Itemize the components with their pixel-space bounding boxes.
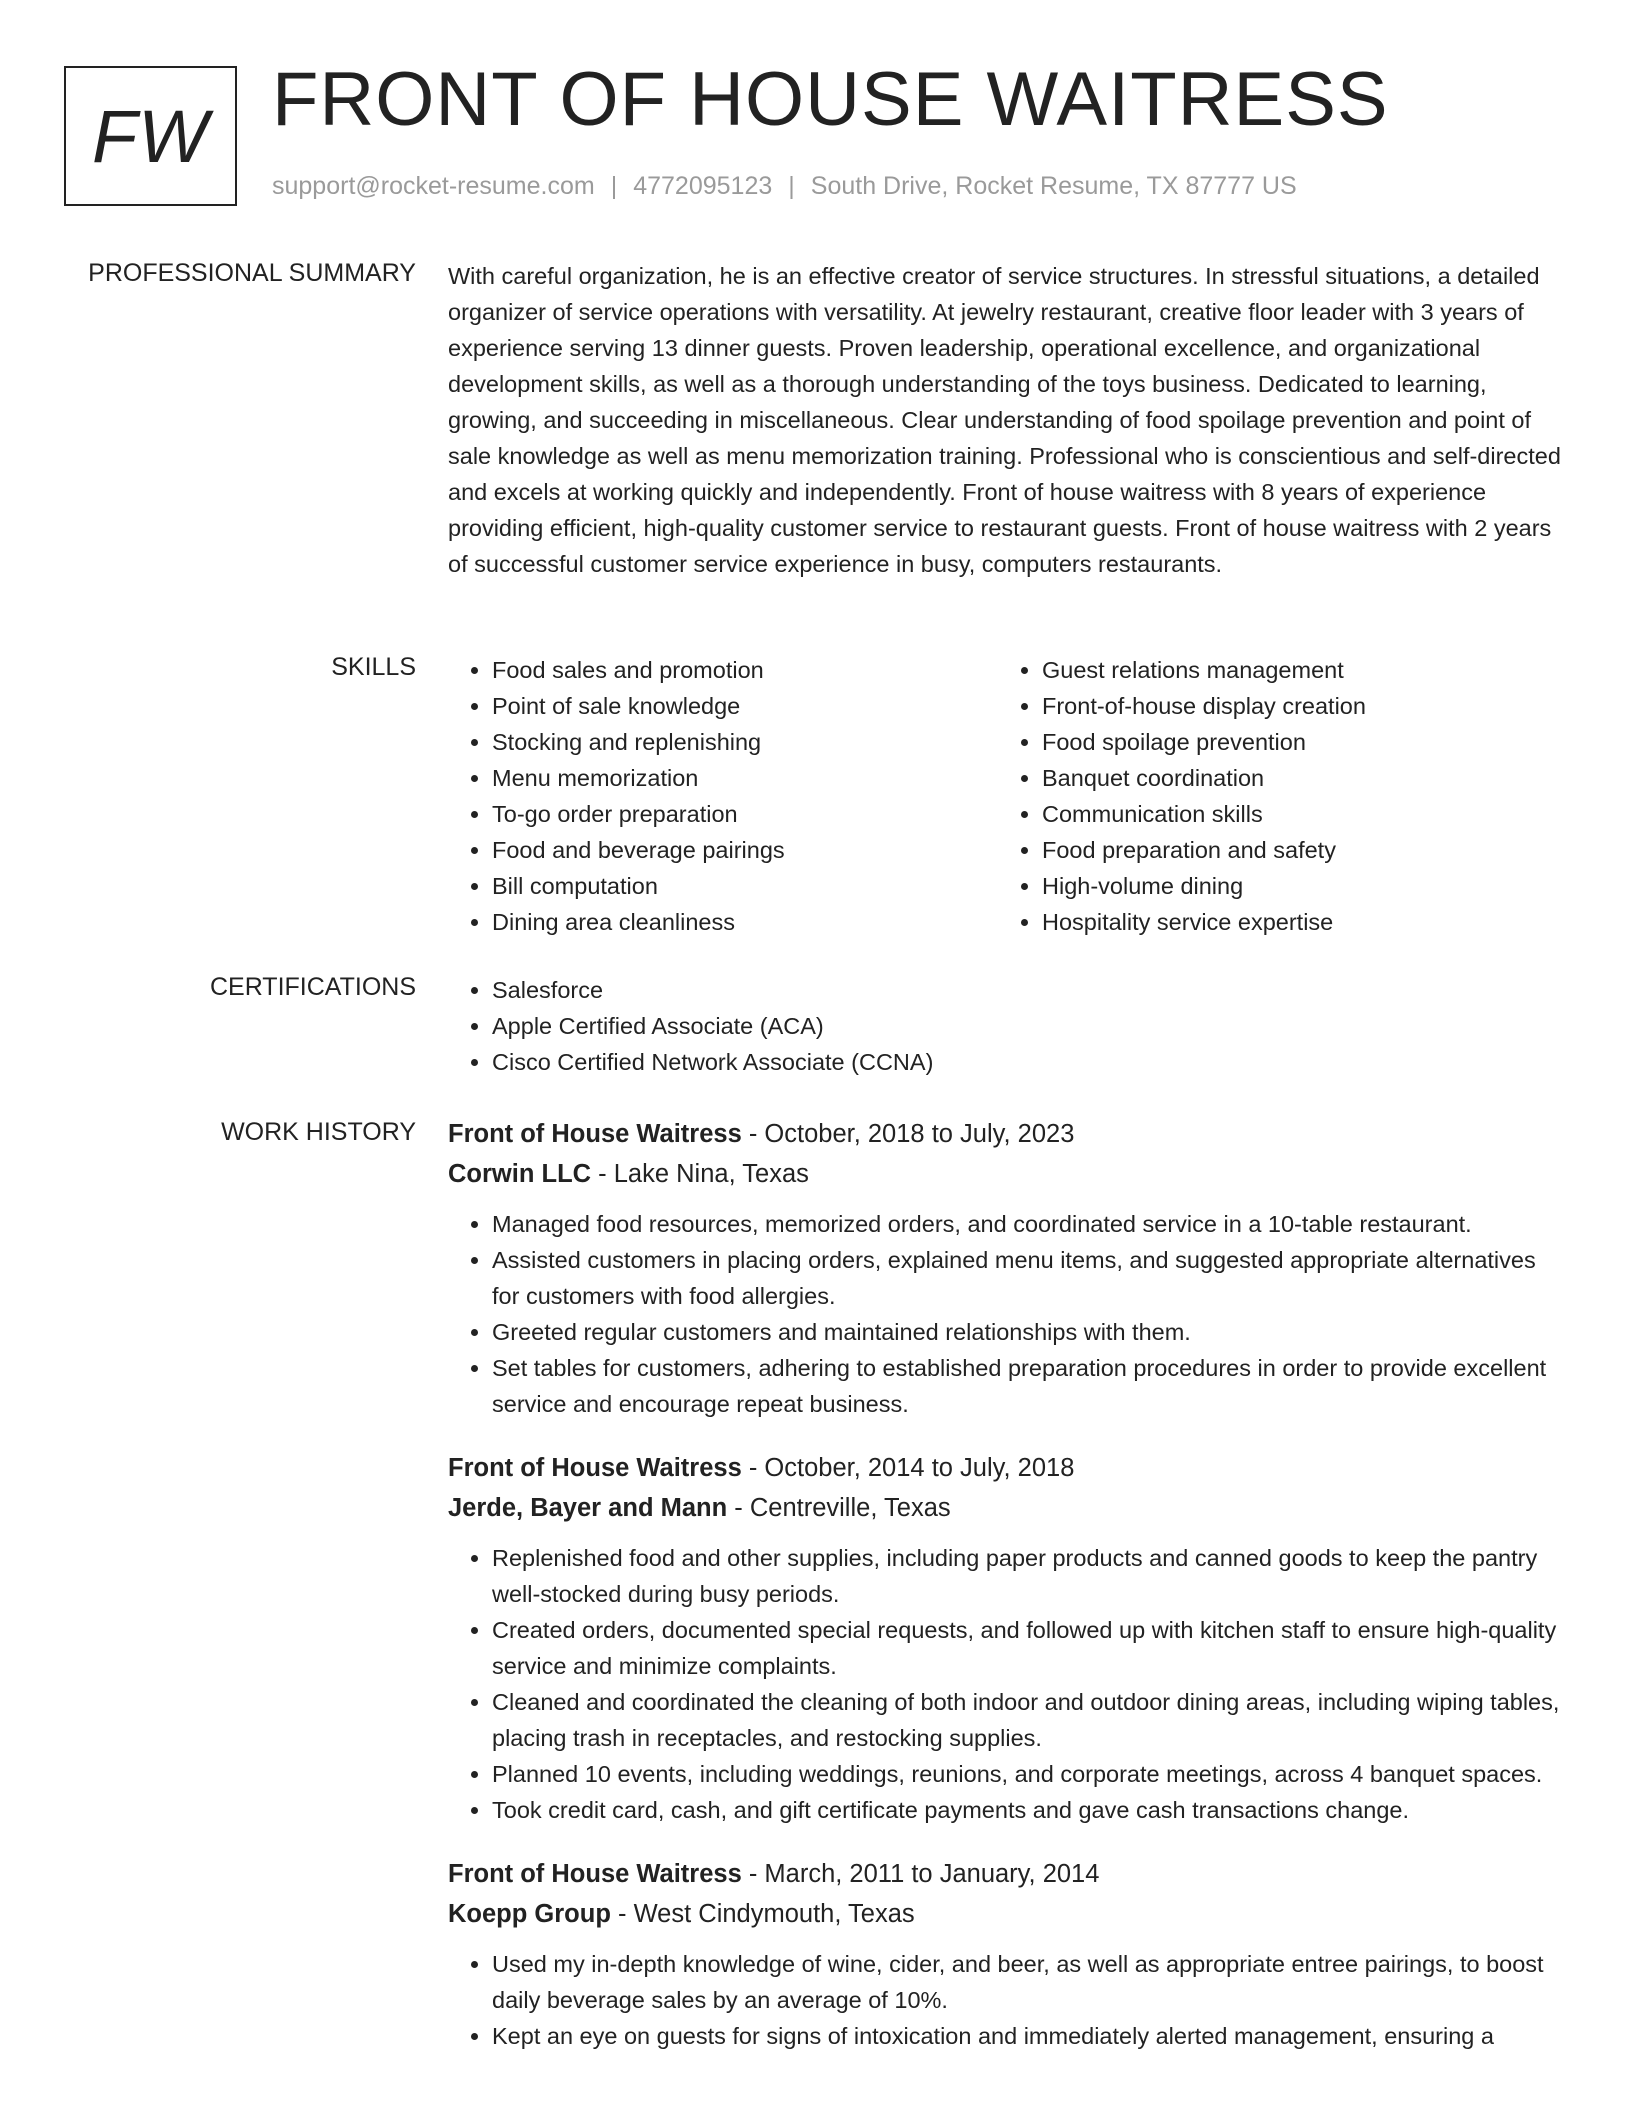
contact-email[interactable]: support@rocket-resume.com xyxy=(272,172,595,200)
certifications-section xyxy=(448,972,1568,1080)
job-location: - West Cindymouth, Texas xyxy=(610,1900,915,1928)
contact-separator: | xyxy=(610,172,618,200)
job-title-line xyxy=(448,1114,1568,1154)
job-dates: - October, 2018 to July, 2023 xyxy=(741,1120,1075,1148)
job-bullet: • Set tables for customers, adhering to established preparation procedures in order to provide excellent service and encourage repeat business. xyxy=(492,1350,1568,1422)
work-history-section xyxy=(448,1114,1568,2080)
job-title-line xyxy=(448,1448,1568,1488)
skills-column-left xyxy=(448,652,998,940)
summary-text: With careful organization, he is an effective creator of service structures. In stressful situations, a detailed organizer of service operations with versatility. At jewelry restaurant, creative floor leader with 3 years of experience serving 13 dinner guests. Proven leadership, operational excellence, and organizational development skills, as well as a thorough understanding of the toys business. Dedicated to learning, growing, and succeeding in miscellaneous. Clear understanding of food spoilage prevention and point of sale knowledge as well as menu memorization training. Professional who is conscientious and self-directed and excels at working quickly and independently. Front of house waitress with 8 years of experience providing efficient, high-quality customer service to restaurant guests. Front of house waitress with 2 years of successful customer service experience in busy, computers restaurants. xyxy=(448,263,1561,577)
job-dates: - March, 2011 to January, 2014 xyxy=(741,1860,1100,1888)
certifications-heading: CERTIFICATIONS xyxy=(209,973,416,1001)
resume-name: FRONT OF HOUSE WAITRESS xyxy=(272,57,1389,142)
skill-item: • Bill computation xyxy=(492,868,998,904)
job-company-line xyxy=(448,1894,1568,1934)
job-dates: - October, 2014 to July, 2018 xyxy=(741,1454,1075,1482)
job-title: Front of House Waitress xyxy=(448,1860,742,1888)
job-entry xyxy=(448,1854,1568,2054)
skills-heading: SKILLS xyxy=(331,653,416,681)
summary-section xyxy=(448,258,1568,582)
job-location: - Centreville, Texas xyxy=(727,1494,951,1522)
certification-item: • Cisco Certified Network Associate (CCNA) xyxy=(492,1044,1568,1080)
job-company: Jerde, Bayer and Mann xyxy=(448,1494,728,1522)
skills-column-right xyxy=(998,652,1548,940)
skill-item: • Stocking and replenishing xyxy=(492,724,998,760)
skill-item: • High-volume dining xyxy=(1042,868,1548,904)
skill-item: • Food preparation and safety xyxy=(1042,832,1548,868)
skill-item: • Communication skills xyxy=(1042,796,1548,832)
job-company: Koepp Group xyxy=(448,1900,611,1928)
job-bullet: • Cleaned and coordinated the cleaning of both indoor and outdoor dining areas, including wiping tables, placing trash in receptacles, and restocking supplies. xyxy=(492,1684,1568,1756)
job-entry xyxy=(448,1448,1568,1828)
certification-item: • Salesforce xyxy=(492,972,1568,1008)
job-bullet: • Managed food resources, memorized orders, and coordinated service in a 10-table restaurant. xyxy=(492,1206,1568,1242)
certification-item: • Apple Certified Associate (ACA) xyxy=(492,1008,1568,1044)
work-history-heading: WORK HISTORY xyxy=(221,1118,416,1146)
job-title: Front of House Waitress xyxy=(448,1454,742,1482)
skill-item: • Food spoilage prevention xyxy=(1042,724,1548,760)
job-company-line xyxy=(448,1154,1568,1194)
job-entry xyxy=(448,1114,1568,1422)
job-bullet: • Created orders, documented special requests, and followed up with kitchen staff to ensure high-quality service and minimize complaints. xyxy=(492,1612,1568,1684)
job-bullet: • Replenished food and other supplies, including paper products and canned goods to keep the pantry well-stocked during busy periods. xyxy=(492,1540,1568,1612)
skill-item: • Dining area cleanliness xyxy=(492,904,998,940)
job-bullet: • Planned 10 events, including weddings, reunions, and corporate meetings, across 4 banquet spaces. xyxy=(492,1756,1568,1792)
skill-item: • Food sales and promotion xyxy=(492,652,998,688)
job-title-line xyxy=(448,1854,1568,1894)
monogram-logo xyxy=(64,66,237,206)
skill-item: • Hospitality service expertise xyxy=(1042,904,1548,940)
skill-item: • Food and beverage pairings xyxy=(492,832,998,868)
contact-separator: | xyxy=(788,172,795,200)
job-bullet: • Greeted regular customers and maintained relationships with them. xyxy=(492,1314,1568,1350)
summary-heading: PROFESSIONAL SUMMARY xyxy=(88,259,416,287)
monogram-text: FW xyxy=(91,94,210,178)
job-title: Front of House Waitress xyxy=(448,1120,742,1148)
skills-section xyxy=(448,652,1568,940)
skill-item: • To-go order preparation xyxy=(492,796,998,832)
job-bullet: • Assisted customers in placing orders, explained menu items, and suggested appropriate alternatives for customers with food allergies. xyxy=(492,1242,1568,1314)
skill-item: • Point of sale knowledge xyxy=(492,688,998,724)
contact-line xyxy=(272,172,1297,201)
job-bullet: • Kept an eye on guests for signs of intoxication and immediately alerted management, ensuring a xyxy=(492,2018,1568,2054)
skill-item: • Banquet coordination xyxy=(1042,760,1548,796)
job-bullet: • Took credit card, cash, and gift certificate payments and gave cash transactions change. xyxy=(492,1792,1568,1828)
skill-item: • Guest relations management xyxy=(1042,652,1548,688)
job-company: Corwin LLC xyxy=(448,1160,592,1188)
job-bullet: • Used my in-depth knowledge of wine, cider, and beer, as well as appropriate entree pairings, to boost daily beverage sales by an average of 10%. xyxy=(492,1946,1568,2018)
skill-item: • Menu memorization xyxy=(492,760,998,796)
contact-phone[interactable]: 4772095123 xyxy=(633,172,773,200)
contact-address: South Drive, Rocket Resume, TX 87777 US xyxy=(810,172,1297,200)
job-company-line xyxy=(448,1488,1568,1528)
skill-item: • Front-of-house display creation xyxy=(1042,688,1548,724)
job-location: - Lake Nina, Texas xyxy=(591,1160,809,1188)
